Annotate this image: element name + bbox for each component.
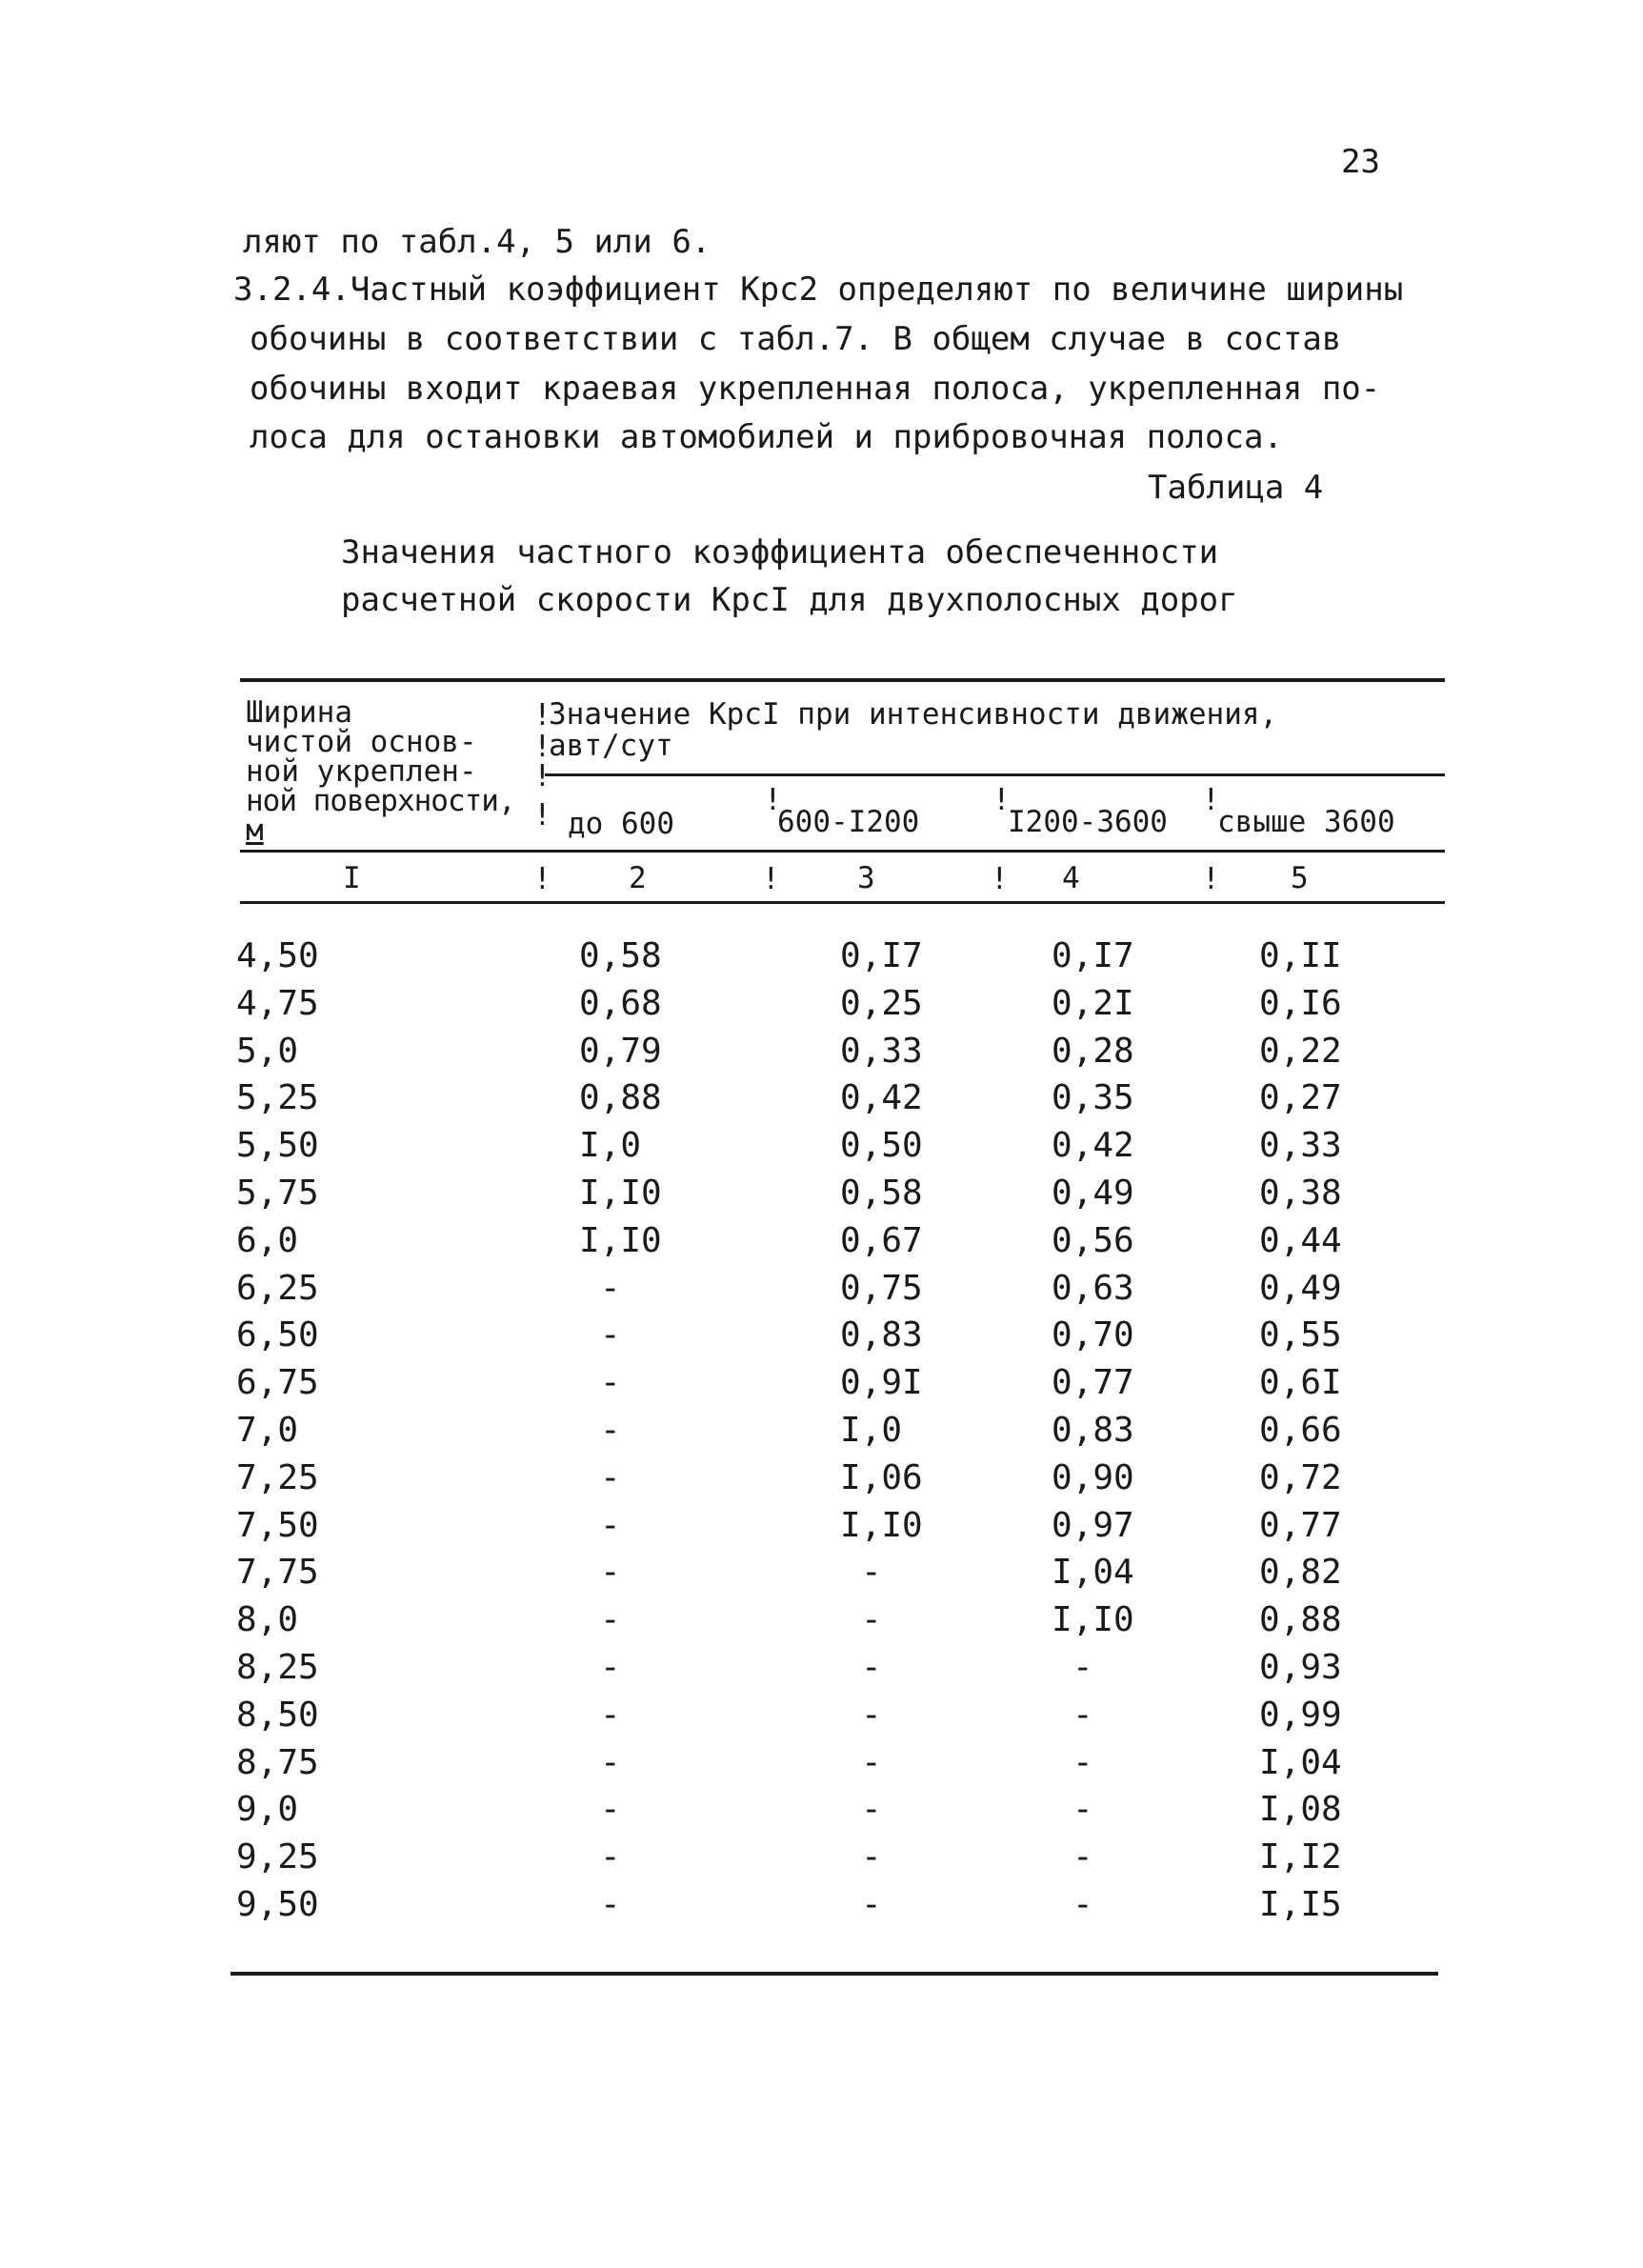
cell-value: 0,22 <box>1259 1032 1342 1071</box>
cell-width: 6,0 <box>236 1221 299 1260</box>
table-caption: Значения частного коэффициента обеспеченности <box>341 533 1219 572</box>
cell-value: 0,27 <box>1259 1078 1342 1117</box>
table-top-rule <box>240 678 1445 682</box>
cell-width: 4,75 <box>236 984 319 1023</box>
subheader-1200-3600: I200-3600 <box>1008 805 1168 839</box>
cell-value: 0,42 <box>1052 1126 1134 1165</box>
cell-value: 0,25 <box>840 984 923 1023</box>
cell-value: 0,93 <box>1259 1648 1342 1687</box>
cell-value: 0,83 <box>840 1315 923 1355</box>
cell-value: - <box>600 1411 621 1450</box>
cell-value: - <box>1072 1743 1093 1782</box>
cell-value: 0,I7 <box>1052 936 1134 975</box>
cell-width: 8,25 <box>236 1648 319 1687</box>
cell-value: 0,88 <box>1259 1600 1342 1639</box>
cell-value: - <box>600 1696 621 1735</box>
column-separator: ! <box>992 783 1011 817</box>
cell-value: 0,99 <box>1259 1696 1342 1735</box>
cell-value: I,06 <box>840 1458 923 1497</box>
cell-value: - <box>861 1743 882 1782</box>
cell-value: 0,82 <box>1259 1553 1342 1592</box>
cell-value: - <box>861 1790 882 1829</box>
cell-value: - <box>600 1790 621 1829</box>
cell-value: 0,77 <box>1052 1363 1134 1402</box>
cell-value: 0,28 <box>1052 1032 1134 1071</box>
cell-value: I,04 <box>1259 1743 1342 1782</box>
column-separator: ! <box>533 862 551 896</box>
cell-value: - <box>1072 1648 1093 1687</box>
cell-value: - <box>1072 1837 1093 1877</box>
column-separator: ! <box>533 698 551 733</box>
cell-value: - <box>861 1885 882 1924</box>
cell-value: - <box>1072 1885 1093 1924</box>
cell-value: I,I0 <box>579 1174 662 1213</box>
subheader-600-1200: 600-I200 <box>777 805 920 839</box>
cell-value: - <box>600 1315 621 1355</box>
cell-value: 0,66 <box>1259 1411 1342 1450</box>
cell-value: - <box>861 1553 882 1592</box>
cell-width: 5,50 <box>236 1126 319 1165</box>
cell-value: - <box>600 1269 621 1308</box>
cell-value: 0,67 <box>840 1221 923 1260</box>
cell-value: 0,9I <box>840 1363 923 1402</box>
column-separator: ! <box>533 759 551 793</box>
cell-value: 0,58 <box>840 1174 923 1213</box>
column-separator: ! <box>762 862 780 896</box>
header-width-label: ной поверхности, <box>246 784 515 818</box>
cell-value: 0,88 <box>579 1078 662 1117</box>
numbers-rule <box>240 901 1445 904</box>
cell-value: 0,I6 <box>1259 984 1342 1023</box>
cell-value: - <box>861 1837 882 1877</box>
cell-value: 0,55 <box>1259 1315 1342 1355</box>
cell-width: 8,50 <box>236 1696 319 1735</box>
cell-value: 0,79 <box>579 1032 662 1071</box>
cell-value: - <box>861 1696 882 1735</box>
column-separator: ! <box>1202 783 1220 817</box>
cell-width: 8,0 <box>236 1600 299 1639</box>
cell-width: 7,75 <box>236 1553 319 1592</box>
column-number: I <box>343 861 361 895</box>
table-caption: расчетной скорости КрсI для двухполосных дорог <box>341 581 1238 619</box>
cell-value: 0,72 <box>1259 1458 1342 1497</box>
cell-value: 0,56 <box>1052 1221 1134 1260</box>
cell-value: 0,50 <box>840 1126 923 1165</box>
cell-value: 0,2I <box>1052 984 1134 1023</box>
cell-value: - <box>600 1648 621 1687</box>
table-bottom-rule <box>230 1972 1438 1976</box>
paragraph-line: обочины входит краевая укрепленная полоса, укрепленная по- <box>250 370 1381 408</box>
paragraph-line: обочины в соответствии с табл.7. В общем случае в состав <box>250 320 1342 358</box>
cell-width: 8,75 <box>236 1743 319 1782</box>
table-label: Таблица 4 <box>1148 469 1324 507</box>
cell-width: 7,25 <box>236 1458 319 1497</box>
cell-value: 0,49 <box>1259 1269 1342 1308</box>
cell-value: 0,6I <box>1259 1363 1342 1402</box>
header-group-label: Значение КрсI при интенсивности движения, <box>549 697 1278 732</box>
cell-value: 0,33 <box>840 1032 923 1071</box>
cell-width: 6,50 <box>236 1315 319 1355</box>
cell-value: 0,II <box>1259 936 1342 975</box>
cell-value: 0,49 <box>1052 1174 1134 1213</box>
cell-width: 9,50 <box>236 1885 319 1924</box>
header-width-label: Ширина <box>246 695 352 730</box>
column-number: 5 <box>1291 861 1309 895</box>
cell-value: 0,42 <box>840 1078 923 1117</box>
paragraph-line: ляют по табл.4, 5 или 6. <box>243 223 711 261</box>
cell-value: - <box>600 1885 621 1924</box>
column-number: 2 <box>629 861 647 895</box>
subheader-rule <box>545 773 1445 776</box>
column-separator: ! <box>991 862 1009 896</box>
cell-value: 0,33 <box>1259 1126 1342 1165</box>
subheader-over-3600: свыше 3600 <box>1217 805 1395 839</box>
cell-value: - <box>600 1600 621 1639</box>
cell-width: 6,75 <box>236 1363 319 1402</box>
cell-width: 9,25 <box>236 1837 319 1877</box>
cell-value: - <box>600 1458 621 1497</box>
cell-value: - <box>1072 1696 1093 1735</box>
cell-value: 0,58 <box>579 936 662 975</box>
cell-value: I,I0 <box>840 1506 923 1545</box>
header-rule <box>240 850 1445 853</box>
cell-value: - <box>861 1648 882 1687</box>
cell-value: I,08 <box>1259 1790 1342 1829</box>
cell-width: 9,0 <box>236 1790 299 1829</box>
cell-width: 6,25 <box>236 1269 319 1308</box>
cell-value: I,I0 <box>579 1221 662 1260</box>
cell-value: 0,I7 <box>840 936 923 975</box>
cell-value: 0,68 <box>579 984 662 1023</box>
cell-width: 5,75 <box>236 1174 319 1213</box>
column-separator: ! <box>533 730 551 764</box>
cell-value: I,04 <box>1052 1553 1134 1592</box>
cell-value: I,I0 <box>1052 1600 1134 1639</box>
cell-width: 4,50 <box>236 936 319 975</box>
cell-value: 0,75 <box>840 1269 923 1308</box>
header-width-label: ной укреплен- <box>246 754 477 789</box>
column-separator: ! <box>764 783 782 817</box>
cell-value: - <box>600 1837 621 1877</box>
cell-width: 5,25 <box>236 1078 319 1117</box>
cell-value: 0,44 <box>1259 1221 1342 1260</box>
header-unit: м <box>246 813 264 848</box>
cell-value: I,I5 <box>1259 1885 1342 1924</box>
cell-value: 0,38 <box>1259 1174 1342 1213</box>
cell-value: - <box>600 1506 621 1545</box>
cell-value: - <box>600 1743 621 1782</box>
cell-value: I,0 <box>840 1411 903 1450</box>
cell-value: - <box>600 1363 621 1402</box>
cell-width: 7,0 <box>236 1411 299 1450</box>
column-separator: ! <box>1202 862 1220 896</box>
cell-value: 0,70 <box>1052 1315 1134 1355</box>
cell-value: I,0 <box>579 1126 642 1165</box>
column-number: 4 <box>1062 861 1080 895</box>
column-separator: ! <box>533 798 551 833</box>
subheader-up-to-600: до 600 <box>568 807 674 841</box>
cell-value: I,I2 <box>1259 1837 1342 1877</box>
cell-value: - <box>600 1553 621 1592</box>
cell-width: 5,0 <box>236 1032 299 1071</box>
cell-value: 0,63 <box>1052 1269 1134 1308</box>
column-number: 3 <box>857 861 875 895</box>
cell-value: 0,90 <box>1052 1458 1134 1497</box>
paragraph-line: лоса для остановки автомобилей и прибровочная полоса. <box>250 418 1283 456</box>
cell-value: 0,77 <box>1259 1506 1342 1545</box>
cell-value: 0,83 <box>1052 1411 1134 1450</box>
cell-value: 0,35 <box>1052 1078 1134 1117</box>
cell-value: - <box>861 1600 882 1639</box>
header-group-unit: авт/сут <box>549 729 673 763</box>
page-number: 23 <box>1341 143 1380 181</box>
cell-value: 0,97 <box>1052 1506 1134 1545</box>
cell-width: 7,50 <box>236 1506 319 1545</box>
header-width-label: чистой основ- <box>246 725 477 759</box>
paragraph-line: 3.2.4.Частный коэффициент Крс2 определяют по величине ширины <box>233 271 1404 309</box>
cell-value: - <box>1072 1790 1093 1829</box>
